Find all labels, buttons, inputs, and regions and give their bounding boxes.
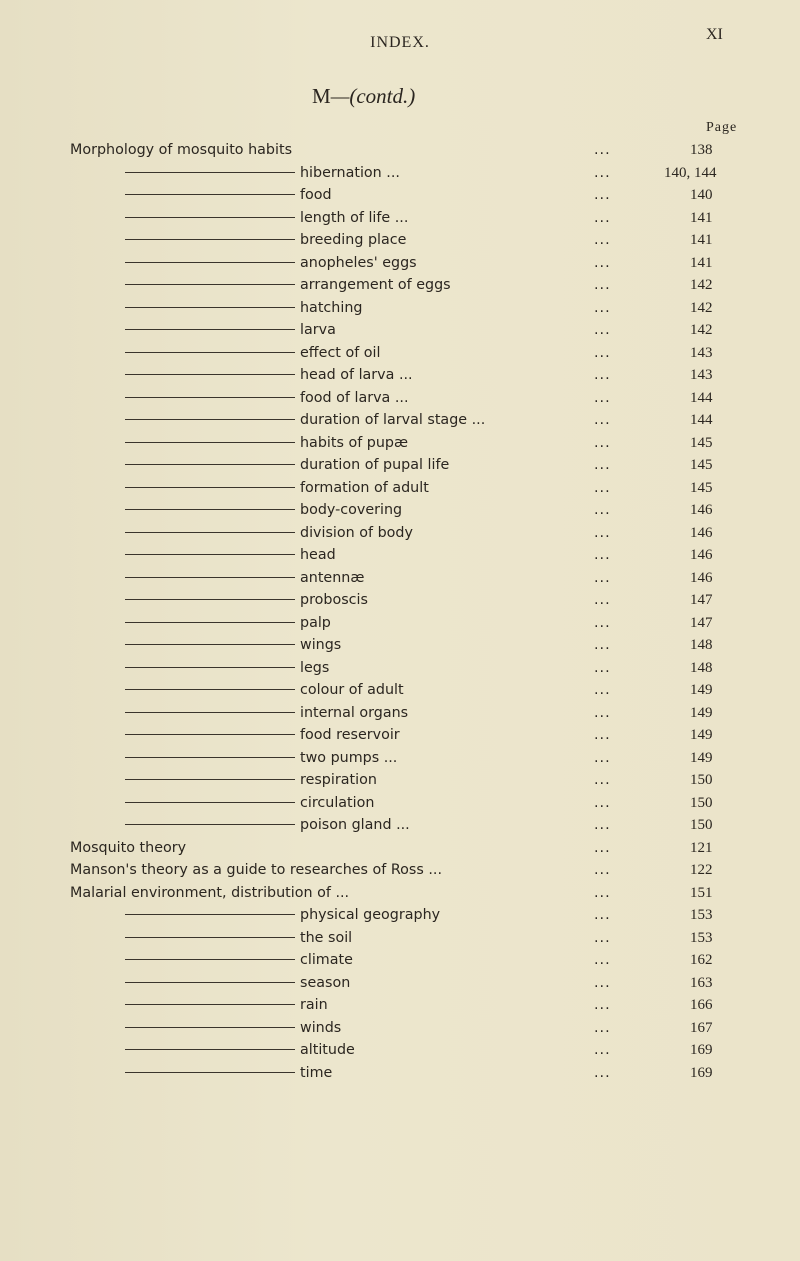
- index-entry: [0, 319, 800, 342]
- leader-dots: ...: [594, 1019, 611, 1036]
- ditto-rule: [125, 397, 295, 398]
- index-entry: [0, 297, 800, 320]
- entry-page: 144: [690, 412, 713, 428]
- ditto-rule: [125, 1049, 295, 1050]
- entry-label: antennæ: [300, 569, 365, 586]
- leader-dots: ...: [594, 659, 611, 676]
- leader-dots: ...: [594, 1042, 611, 1058]
- index-entry: [0, 679, 800, 702]
- entry-label: Malarial environment, distribution of ...: [70, 884, 350, 901]
- leader-dots: ...: [594, 614, 611, 631]
- index-entry: [0, 409, 800, 432]
- leader-dots: ...: [594, 434, 611, 451]
- section-letter: M: [312, 84, 331, 108]
- leader-dots: ...: [594, 502, 611, 518]
- entry-page: 149: [690, 727, 713, 743]
- entry-label: respiration: [300, 772, 377, 788]
- entry-label: effect of oil: [300, 344, 381, 361]
- leader-dots: ...: [594, 524, 611, 541]
- index-entry: [0, 432, 800, 455]
- index-entry: [0, 702, 800, 725]
- leader-dots: ...: [594, 952, 611, 968]
- page-column-label: Page: [706, 120, 738, 135]
- leader-dots: ...: [594, 884, 611, 901]
- ditto-rule: [125, 374, 295, 375]
- entry-label: two pumps ...: [300, 749, 398, 766]
- leader-dots: ...: [594, 277, 611, 293]
- leader-dots: ...: [594, 344, 611, 361]
- ditto-rule: [125, 667, 295, 668]
- leader-dots: ...: [594, 299, 611, 316]
- ditto-rule: [125, 1072, 295, 1073]
- index-entry: [0, 724, 800, 747]
- ditto-rule: [125, 914, 295, 915]
- entry-label: climate: [300, 952, 353, 968]
- entry-page: 151: [690, 884, 713, 901]
- entry-label: winds: [300, 1019, 342, 1036]
- index-entry: [0, 657, 800, 680]
- entry-page: 142: [690, 299, 713, 316]
- entry-page: 150: [690, 794, 713, 811]
- ditto-rule: [125, 509, 295, 510]
- ditto-rule: [125, 599, 295, 600]
- entry-label: legs: [300, 659, 330, 676]
- index-entry: [0, 589, 800, 612]
- index-entry: [0, 184, 800, 207]
- leader-dots: ...: [594, 862, 611, 878]
- index-entry: [0, 769, 800, 792]
- ditto-rule: [125, 487, 295, 488]
- ditto-rule: [125, 262, 295, 263]
- entry-page: 145: [690, 457, 713, 473]
- index-entry: [0, 747, 800, 770]
- index-entry: [0, 859, 800, 882]
- index-entry: [0, 927, 800, 950]
- entry-label: circulation: [300, 794, 375, 811]
- leader-dots: ...: [594, 907, 611, 923]
- entry-page: 169: [690, 1064, 713, 1081]
- index-entry: [0, 792, 800, 815]
- ditto-rule: [125, 779, 295, 780]
- index-entry: [0, 454, 800, 477]
- leader-dots: ...: [594, 547, 611, 563]
- ditto-rule: [125, 712, 295, 713]
- entry-label: season: [300, 974, 351, 991]
- entry-page: 169: [690, 1042, 713, 1058]
- index-entry: [0, 162, 800, 185]
- entry-page: 142: [690, 277, 713, 293]
- entry-page: 148: [690, 637, 713, 653]
- entry-label: poison gland ...: [300, 817, 410, 833]
- ditto-rule: [125, 532, 295, 533]
- index-entry: [0, 994, 800, 1017]
- entry-label: altitude: [300, 1042, 355, 1058]
- entry-label: Manson's theory as a guide to researches of Ross ...: [70, 862, 442, 878]
- index-entry: [0, 387, 800, 410]
- ditto-rule: [125, 239, 295, 240]
- leader-dots: ...: [594, 254, 611, 271]
- leader-dots: ...: [594, 367, 611, 383]
- index-entry: [0, 342, 800, 365]
- leader-dots: ...: [594, 142, 611, 158]
- index-entry: [0, 1062, 800, 1085]
- index-entry: [0, 634, 800, 657]
- entry-label: food reservoir: [300, 727, 400, 743]
- ditto-rule: [125, 1027, 295, 1028]
- leader-dots: ...: [594, 232, 611, 248]
- section-heading: [312, 84, 415, 109]
- ditto-rule: [125, 982, 295, 983]
- entry-label: rain: [300, 997, 328, 1013]
- entry-label: length of life ...: [300, 209, 409, 226]
- index-entry: [0, 207, 800, 230]
- ditto-rule: [125, 644, 295, 645]
- entry-page: 141: [690, 254, 713, 271]
- index-entry: [0, 364, 800, 387]
- ditto-rule: [125, 622, 295, 623]
- entry-label: division of body: [300, 524, 413, 541]
- leader-dots: ...: [594, 682, 611, 698]
- entry-page: 140: [690, 187, 713, 203]
- entry-page: 146: [690, 502, 713, 518]
- leader-dots: ...: [594, 839, 611, 856]
- ditto-rule: [125, 307, 295, 308]
- leader-dots: ...: [594, 569, 611, 586]
- index-entry: [0, 612, 800, 635]
- entry-label: duration of pupal life: [300, 457, 450, 473]
- ditto-rule: [125, 824, 295, 825]
- entry-page: 153: [690, 929, 713, 946]
- leader-dots: ...: [594, 929, 611, 946]
- leader-dots: ...: [594, 322, 611, 338]
- entry-label: food of larva ...: [300, 389, 409, 406]
- ditto-rule: [125, 329, 295, 330]
- leader-dots: ...: [594, 187, 611, 203]
- entry-page: 146: [690, 547, 713, 563]
- leader-dots: ...: [594, 974, 611, 991]
- section-contd: —(contd.): [330, 84, 416, 108]
- ditto-rule: [125, 577, 295, 578]
- entry-label: Mosquito theory: [70, 839, 187, 856]
- leader-dots: ...: [594, 749, 611, 766]
- leader-dots: ...: [594, 997, 611, 1013]
- index-entry: [0, 949, 800, 972]
- entry-page: 141: [690, 232, 713, 248]
- entry-page: 145: [690, 434, 713, 451]
- entry-page: 142: [690, 322, 713, 338]
- index-entry: [0, 229, 800, 252]
- ditto-rule: [125, 352, 295, 353]
- entry-page: 147: [690, 614, 713, 631]
- leader-dots: ...: [594, 772, 611, 788]
- ditto-rule: [125, 217, 295, 218]
- page-number: XI: [706, 26, 723, 43]
- ditto-rule: [125, 554, 295, 555]
- entry-page: 141: [690, 209, 713, 226]
- leader-dots: ...: [594, 592, 611, 608]
- leader-dots: ...: [594, 164, 611, 181]
- entry-page: 150: [690, 772, 713, 788]
- index-entry: [0, 904, 800, 927]
- ditto-rule: [125, 442, 295, 443]
- ditto-rule: [125, 284, 295, 285]
- entry-label: anopheles' eggs: [300, 254, 417, 271]
- leader-dots: ...: [594, 637, 611, 653]
- entry-page: 167: [690, 1019, 713, 1036]
- index-entry: [0, 252, 800, 275]
- entry-label: head: [300, 547, 336, 563]
- entry-page: 143: [690, 367, 713, 383]
- entry-page: 166: [690, 997, 713, 1013]
- entry-label: breeding place: [300, 232, 407, 248]
- ditto-rule: [125, 419, 295, 420]
- entry-label: internal organs: [300, 704, 409, 721]
- entry-page: 149: [690, 704, 713, 721]
- entry-label: food: [300, 187, 332, 203]
- ditto-rule: [125, 734, 295, 735]
- leader-dots: ...: [594, 457, 611, 473]
- index-entry: [0, 972, 800, 995]
- entry-label: physical geography: [300, 907, 441, 923]
- entry-label: habits of pupæ: [300, 434, 409, 451]
- entry-label: palp: [300, 614, 331, 631]
- entry-page: 144: [690, 389, 713, 406]
- index-entry: [0, 882, 800, 905]
- entry-page: 138: [690, 142, 713, 158]
- index-entry: [0, 567, 800, 590]
- leader-dots: ...: [594, 1064, 611, 1081]
- entry-page: 148: [690, 659, 713, 676]
- index-entry: [0, 477, 800, 500]
- ditto-rule: [125, 757, 295, 758]
- index-entry: [0, 837, 800, 860]
- entry-page: 162: [690, 952, 713, 968]
- leader-dots: ...: [594, 479, 611, 496]
- entry-page: 146: [690, 569, 713, 586]
- ditto-rule: [125, 464, 295, 465]
- index-entries: [0, 139, 800, 1084]
- entry-page: 145: [690, 479, 713, 496]
- index-entry: [0, 1039, 800, 1062]
- ditto-rule: [125, 937, 295, 938]
- ditto-rule: [125, 194, 295, 195]
- ditto-rule: [125, 802, 295, 803]
- entry-page: 140, 144: [664, 164, 717, 181]
- entry-page: 163: [690, 974, 713, 991]
- entry-label: larva: [300, 322, 336, 338]
- ditto-rule: [125, 172, 295, 173]
- entry-label: the soil: [300, 929, 353, 946]
- ditto-rule: [125, 1004, 295, 1005]
- entry-label: wings: [300, 637, 342, 653]
- index-entry: [0, 522, 800, 545]
- entry-page: 150: [690, 817, 713, 833]
- ditto-rule: [125, 959, 295, 960]
- entry-label: hibernation ...: [300, 164, 400, 181]
- leader-dots: ...: [594, 817, 611, 833]
- entry-label: head of larva ...: [300, 367, 413, 383]
- entry-label: colour of adult: [300, 682, 404, 698]
- entry-label: hatching: [300, 299, 363, 316]
- leader-dots: ...: [594, 389, 611, 406]
- index-entry: [0, 1017, 800, 1040]
- index-entry: [0, 499, 800, 522]
- running-head: INDEX.: [370, 34, 430, 51]
- entry-page: 146: [690, 524, 713, 541]
- leader-dots: ...: [594, 704, 611, 721]
- entry-label: arrangement of eggs: [300, 277, 451, 293]
- index-entry: [0, 814, 800, 837]
- leader-dots: ...: [594, 412, 611, 428]
- entry-page: 121: [690, 839, 713, 856]
- index-entry: [0, 544, 800, 567]
- leader-dots: ...: [594, 209, 611, 226]
- leader-dots: ...: [594, 794, 611, 811]
- entry-page: 143: [690, 344, 713, 361]
- leader-dots: ...: [594, 727, 611, 743]
- entry-page: 149: [690, 749, 713, 766]
- entry-page: 149: [690, 682, 713, 698]
- entry-label: proboscis: [300, 592, 368, 608]
- entry-label: time: [300, 1064, 333, 1081]
- index-entry: [0, 274, 800, 297]
- entry-page: 153: [690, 907, 713, 923]
- ditto-rule: [125, 689, 295, 690]
- entry-label: Morphology of mosquito habits: [70, 142, 293, 158]
- entry-page: 122: [690, 862, 713, 878]
- entry-label: body-covering: [300, 502, 403, 518]
- entry-label: duration of larval stage ...: [300, 412, 486, 428]
- entry-label: formation of adult: [300, 479, 429, 496]
- index-entry: [0, 139, 800, 162]
- entry-page: 147: [690, 592, 713, 608]
